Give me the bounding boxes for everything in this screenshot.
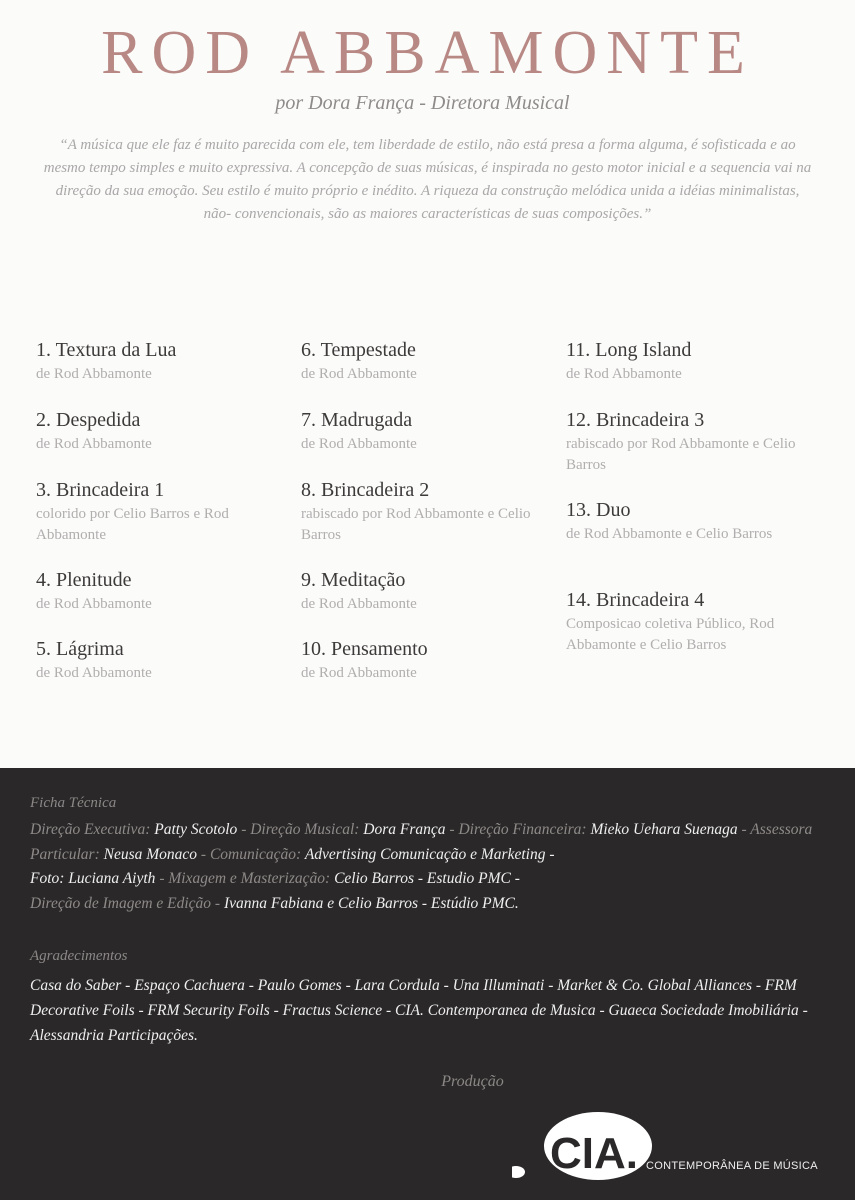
track-item	[36, 476, 286, 546]
track-credit: de Rod Abbamonte	[36, 366, 152, 382]
track-title: 4. Plenitude	[36, 569, 132, 591]
track-item	[566, 336, 816, 385]
person-name: Luciana Aiyth	[68, 870, 156, 887]
track-credit: de Rod Abbamonte	[301, 665, 417, 681]
track-item	[36, 566, 286, 615]
track-credit: colorido por Celio Barros e Rod Abbamonte	[36, 506, 229, 543]
role-label: - Direção Musical:	[241, 821, 360, 838]
track-title: 14. Brincadeira 4	[566, 589, 705, 611]
track-title: 11. Long Island	[566, 339, 692, 361]
track-item	[301, 566, 551, 615]
track-item	[566, 586, 816, 656]
logo-text: CIA.	[550, 1129, 638, 1178]
role-label: Foto:	[30, 870, 65, 887]
agradecimentos-text: Casa do Saber - Espaço Cachuera - Paulo Gomes - Lara Cordula - Una Illuminati - Market & Co. Global Alliances - FRM Decorative Foils - FRM Security Foils - Fractus Science - CIA. Contemporanea de Musica - Guaeca Sociedade Imobiliária - Alessandria Participações.	[30, 977, 808, 1044]
track-item	[301, 635, 551, 684]
logo-accent	[512, 1166, 525, 1178]
album-title: ROD ABBAMONTE	[101, 19, 754, 87]
role-label: - Mixagem e Masterização:	[159, 870, 331, 887]
album-subtitle: por Dora França - Diretora Musical	[275, 92, 570, 114]
track-item	[301, 336, 551, 385]
track-title: 2. Despedida	[36, 409, 141, 431]
track-credit: de Rod Abbamonte	[301, 596, 417, 612]
cia-logo	[512, 1108, 662, 1188]
track-title: 13. Duo	[566, 499, 631, 521]
track-title: 10. Pensamento	[301, 638, 428, 660]
role-label: - Assessora Particular:	[30, 821, 813, 863]
track-credit: de Rod Abbamonte	[566, 366, 682, 382]
producao-label: Produção	[441, 1073, 504, 1090]
track-credit: de Rod Abbamonte	[301, 366, 417, 382]
ficha-heading: Ficha Técnica	[30, 795, 117, 811]
role-label: - Comunicação:	[200, 845, 302, 863]
track-credit: de Rod Abbamonte	[301, 436, 417, 452]
track-item	[566, 406, 816, 476]
track-credit: de Rod Abbamonte	[36, 665, 152, 681]
person-name: Mieko Uehara Suenaga	[590, 821, 738, 838]
person-name: Advertising Comunicação e Marketing -	[304, 845, 555, 863]
track-title: 3. Brincadeira 1	[36, 479, 165, 501]
track-item	[36, 406, 286, 455]
person-name: Dora França	[363, 821, 446, 838]
role-label: Direção de Imagem e Edição -	[30, 894, 221, 912]
track-title: 5. Lágrima	[36, 638, 124, 660]
person-name: Ivanna Fabiana e Celio Barros - Estúdio PMC.	[223, 894, 519, 912]
track-item	[36, 336, 286, 385]
track-item	[36, 635, 286, 684]
track-title: 1. Textura da Lua	[36, 339, 177, 361]
track-title: 7. Madrugada	[301, 409, 413, 431]
track-title: 8. Brincadeira 2	[301, 479, 430, 501]
track-credit: de Rod Abbamonte	[36, 436, 152, 452]
agradecimentos-heading: Agradecimentos	[30, 948, 128, 964]
person-name: Celio Barros - Estudio PMC -	[334, 870, 520, 887]
track-credit: de Rod Abbamonte	[36, 596, 152, 612]
track-credit: rabiscado por Rod Abbamonte e Celio Barros	[301, 506, 531, 543]
track-title: 9. Meditação	[301, 569, 406, 591]
person-name: Neusa Monaco	[103, 845, 198, 863]
track-credit: de Rod Abbamonte e Celio Barros	[566, 526, 773, 542]
track-credit: rabiscado por Rod Abbamonte e Celio Barros	[566, 436, 796, 473]
track-credit: Composicao coletiva Público, Rod Abbamonte e Celio Barros	[566, 616, 775, 653]
track-title: 6. Tempestade	[301, 339, 416, 361]
track-item	[301, 476, 551, 546]
quote-text: “A música que ele faz é muito parecida com ele, tem liberdade de estilo, não está presa a forma alguma, é sofisticada e ao mesmo tempo simples e muito expressiva. A concepção de suas músicas, é inspirada no gesto motor inicial e a sequencia vai na direção da sua emoção. Seu estilo é muito próprio e inédito. A riqueza da construção melódica unida a idéias minimalistas, não- convencionais, são as maiores características de suas composições.”	[43, 137, 812, 222]
role-label: Direção Executiva:	[30, 821, 151, 838]
track-title: 12. Brincadeira 3	[566, 409, 705, 431]
logo-subtitle: CONTEMPORÂNEA DE MÚSICA	[646, 1160, 818, 1172]
person-name: Patty Scotolo	[154, 821, 238, 838]
track-list	[0, 336, 855, 716]
track-item	[301, 406, 551, 455]
role-label: - Direção Financeira:	[449, 821, 587, 838]
track-item	[566, 496, 816, 545]
ficha-tecnica-text	[30, 818, 830, 916]
